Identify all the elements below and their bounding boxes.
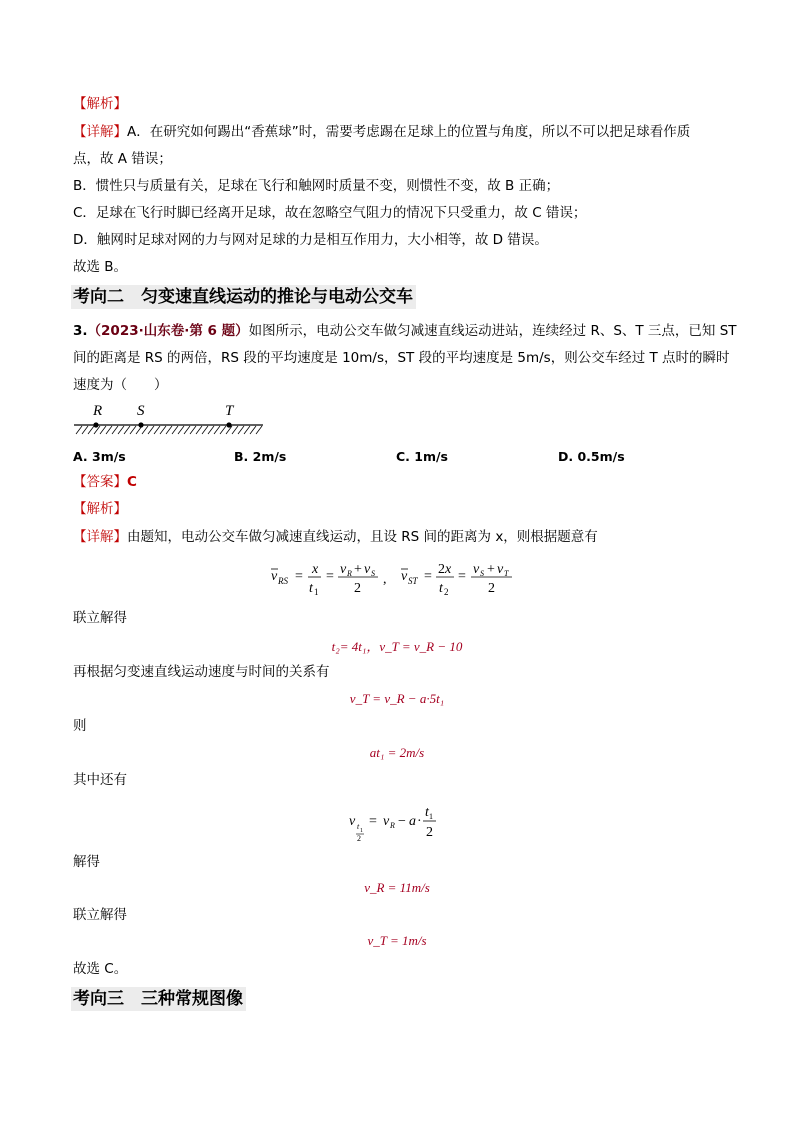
- point-r: [93, 422, 98, 427]
- svg-text:t: t: [439, 581, 443, 596]
- svg-text:t: t: [357, 822, 360, 831]
- vr-result: v_R = 11m/s: [364, 880, 430, 895]
- acceleration-equation: at₁ = 2m/s: [369, 745, 425, 760]
- detail-paragraph: [73, 123, 690, 141]
- svg-text:=: =: [458, 569, 466, 584]
- svg-text:+: +: [354, 562, 362, 577]
- detail-paragraph-2: [73, 528, 598, 546]
- svg-text:−: −: [398, 814, 406, 829]
- option-a: A. 3m/s: [73, 449, 126, 464]
- point-label-s: S: [137, 403, 145, 419]
- solved-label: 解得: [73, 854, 100, 870]
- svg-text:2: 2: [488, 581, 495, 596]
- conclusion: 故选 B。: [73, 259, 128, 275]
- svg-text:2: 2: [357, 834, 361, 843]
- svg-text:x: x: [445, 562, 452, 577]
- average-velocity-equation: [268, 554, 528, 600]
- midpoint-velocity-equation: [345, 799, 455, 845]
- svg-text:RS: RS: [278, 576, 288, 586]
- svg-text:v: v: [383, 814, 390, 829]
- svg-text:2: 2: [438, 562, 445, 577]
- then-label: 则: [73, 718, 87, 734]
- answer-value: C: [127, 474, 137, 490]
- svg-text:v: v: [364, 562, 371, 577]
- option-c: C. 1m/s: [396, 449, 449, 464]
- detail-text-2: 由题知，电动公交车做匀减速直线运动，且设 RS 间的距离为 x，则根据题意有: [127, 529, 598, 545]
- question-text: 如图所示，电动公交车做匀减速直线运动进站，连续经过 R、S、T 三点，已知 ST: [248, 323, 737, 339]
- point-label-t: T: [225, 403, 234, 419]
- detail-continued: 点，故 A 错误；: [73, 151, 172, 167]
- svg-text:v: v: [349, 814, 356, 829]
- svg-text:a: a: [409, 814, 416, 829]
- svg-text:,: ,: [383, 572, 387, 587]
- question-number: 3.: [73, 323, 88, 339]
- point-s: [138, 422, 143, 427]
- svg-text:v: v: [401, 569, 408, 584]
- question-source: （2023·山东卷·第 6 题）: [87, 323, 249, 339]
- svg-text:2: 2: [354, 581, 361, 596]
- svg-text:S: S: [480, 569, 484, 578]
- svg-text:1: 1: [314, 587, 319, 597]
- question-line: [73, 322, 737, 340]
- svg-text:1: 1: [429, 812, 433, 821]
- svg-text:t: t: [309, 581, 313, 596]
- road-hatching: [76, 426, 262, 434]
- svg-text:2: 2: [426, 825, 433, 840]
- detail-option-c: C．足球在飞行时脚已经离开足球，故在忽略空气阻力的情况下只受重力，故 C 错误；: [73, 205, 587, 221]
- conclusion-2: 故选 C。: [73, 961, 128, 977]
- svg-text:v: v: [497, 562, 504, 577]
- detail-option-b: B．惯性只与质量有关，足球在飞行和触网时质量不变，则惯性不变，故 B 正确；: [73, 178, 560, 194]
- svg-text:1: 1: [360, 828, 363, 834]
- answer-label: 【答案】: [73, 474, 127, 490]
- result-equation-1: t₂= 4t₁，v_T = v_R − 10: [331, 639, 463, 654]
- svg-text:t: t: [425, 805, 429, 820]
- section-heading-3: 考向三 三种常规图像: [71, 987, 246, 1011]
- svg-text:·: ·: [417, 814, 422, 829]
- svg-text:R: R: [347, 569, 352, 578]
- option-d: D. 0.5m/s: [558, 449, 625, 464]
- svg-text:2: 2: [444, 587, 449, 597]
- svg-text:=: =: [295, 569, 303, 584]
- analysis-label-2: 【解析】: [73, 501, 127, 517]
- svg-text:x: x: [312, 562, 319, 577]
- solve-label: 联立解得: [73, 610, 127, 626]
- analysis-label: 【解析】: [73, 96, 127, 112]
- svg-text:R: R: [390, 821, 395, 830]
- point-t: [226, 422, 231, 427]
- option-b: B. 2m/s: [234, 449, 287, 464]
- section-heading: 考向二 匀变速直线运动的推论与电动公交车: [71, 285, 416, 309]
- svg-text:=: =: [369, 814, 377, 829]
- road-figure: [72, 398, 267, 440]
- detail-option-d: D．触网时足球对网的力与网对足球的力是相互作用力，大小相等，故 D 错误。: [73, 232, 548, 248]
- svg-text:S: S: [371, 569, 375, 578]
- detail-label-2: 【详解】: [73, 529, 127, 545]
- also-label: 其中还有: [73, 772, 127, 788]
- detail-text: A．在研究如何踢出“香蕉球”时，需要考虑踢在足球上的位置与角度，所以不可以把足球看作质: [127, 124, 691, 140]
- svg-text:v: v: [473, 562, 480, 577]
- detail-label: 【详解】: [73, 124, 127, 140]
- svg-text:v: v: [271, 569, 278, 584]
- svg-text:v: v: [340, 562, 347, 577]
- point-label-r: R: [93, 403, 103, 419]
- velocity-time-intro: 再根据匀变速直线运动速度与时间的关系有: [73, 664, 330, 680]
- svg-text:+: +: [487, 562, 495, 577]
- velocity-time-equation: v_T = v_R − a·5t₁: [349, 691, 445, 706]
- answer-line: [73, 473, 137, 491]
- vt-result: v_T = 1m/s: [367, 933, 427, 948]
- solve-label-2: 联立解得: [73, 907, 127, 923]
- question-line-3: 速度为（ ）: [73, 377, 168, 393]
- svg-text:=: =: [424, 569, 432, 584]
- svg-text:ST: ST: [408, 576, 418, 586]
- svg-text:T: T: [504, 569, 509, 578]
- question-line-2: 间的距离是 RS 的两倍，RS 段的平均速度是 10m/s，ST 段的平均速度是 5m/s，则公交车经过 T 点时的瞬时: [73, 350, 730, 366]
- svg-text:=: =: [326, 569, 334, 584]
